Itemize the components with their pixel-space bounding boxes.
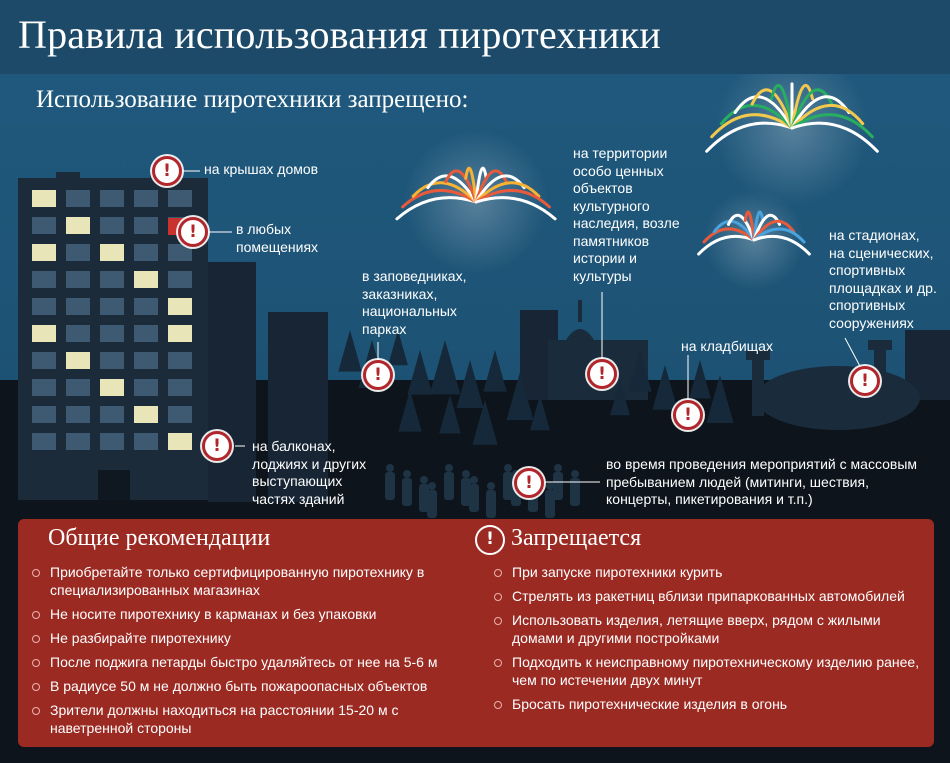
firework-icon [397,130,555,274]
building-window [100,433,124,450]
label-rooms: в любых помещениях [236,221,319,255]
building-window [100,190,124,207]
building-window [32,244,56,261]
building-window [168,379,192,396]
building-window [66,433,90,450]
building-window [168,190,192,207]
building-window [134,352,158,369]
crowd-person-head [420,476,428,484]
crowd-person-head [445,464,453,472]
warning-icon [363,360,393,390]
title-bar [0,0,950,74]
crowd-person-body [385,472,395,500]
list-item: Подходить к неисправному пиротехническому изделию ранее, чем по истечении двух минут [494,653,924,689]
page-title: Правила использования пиротехники [18,12,662,57]
label-roofs: на крышах домов [204,161,319,177]
building-window [66,271,90,288]
building-window [66,244,90,261]
tree [407,350,432,395]
crowd-person-head [504,464,512,472]
list-item: Не носите пиротехнику в карманах и без упаковки [32,605,450,623]
crowd-person-head [571,470,579,478]
warning-icon [850,366,880,396]
building-window [100,352,124,369]
list-item: Использовать изделия, летящие вверх, рядом с жилыми домами и другими постройками [494,611,924,647]
prohibited-list [494,563,924,719]
building-window [100,406,124,423]
building-window [100,379,124,396]
building-window [168,433,192,450]
building-window [66,352,90,369]
building-window [134,244,158,261]
building-window [32,379,56,396]
building-window [32,217,56,234]
building-window [32,406,56,423]
building-window [66,190,90,207]
list-item: Стрелять из ракетниц вблизи припаркованных автомобилей [494,587,924,605]
building-window [66,406,90,423]
building-window [32,325,56,342]
recommendations-title: Общие рекомендации [48,525,271,551]
building-window [134,379,158,396]
crowd-person-body [553,472,563,500]
warning-icon [587,359,617,389]
building-window [134,217,158,234]
warning-icon [514,468,544,498]
building-window [100,271,124,288]
building-window [32,190,56,207]
list-item: В радиусе 50 м не должно быть пожароопасных объектов [32,677,450,695]
label-heritage: на территории особо ценных объектов культурного наследия, возле памятников истории и культуры [573,145,680,284]
building-window [168,298,192,315]
building-window [168,352,192,369]
prohibited-title: Запрещается [511,525,642,551]
crowd-person-head [554,464,562,472]
crowd-person-head [403,470,411,478]
building-window [32,271,56,288]
tree [338,330,361,372]
building-window [32,352,56,369]
building-window [134,298,158,315]
label-cemeteries: на кладбищах [681,338,773,354]
building-window [168,271,192,288]
building-window [100,217,124,234]
rules-panel [18,519,934,747]
recommendations-list [32,563,450,743]
warning-icon [152,156,182,186]
building-window [134,271,158,288]
building-window [100,325,124,342]
label-reserves: в заповедниках, заказниках, национальных парках [362,268,467,337]
building-window [66,379,90,396]
building-window [134,406,158,423]
list-item: Не разбирайте пиротехнику [32,629,450,647]
crowd-person-body [402,478,412,506]
building-window [66,325,90,342]
crowd-person-head [428,482,436,490]
building-window [168,406,192,423]
building-window [168,325,192,342]
building-icon [18,172,208,500]
crowd-person-body [444,472,454,500]
crowd-person-head [462,470,470,478]
crowd-person-body [486,490,496,518]
warning-icon [202,431,232,461]
label-events: во время проведения мероприятий с массовым пребыванием людей (митинги, шествия, концерты, пикетирования и т.п.) [606,456,918,507]
label-stadiums: на стадионах, на сценических, спортивных площадках и др. спортивных сооружениях [829,227,937,331]
building-window [32,433,56,450]
warning-icon [178,217,208,247]
building-window [100,244,124,261]
crowd-person-head [546,482,554,490]
building-window [66,217,90,234]
list-item: После поджига петарды быстро удаляйтесь от нее на 5-6 м [32,653,450,671]
building-window [66,298,90,315]
label-balconies: на балконах, лоджиях и других выступающих частях зданий [252,438,367,507]
crowd-person-body [469,484,479,512]
building-window [134,190,158,207]
warning-icon [673,400,703,430]
list-item: Зрители должны находиться на расстоянии 15-20 м с наветренной стороны [32,701,450,737]
crowd-person-head [487,482,495,490]
building-window [134,325,158,342]
warning-icon [475,525,505,555]
crowd-person-head [470,476,478,484]
building-window [100,298,124,315]
tree [689,360,711,398]
tree [483,350,506,392]
list-item: При запуске пиротехники курить [494,563,924,581]
building-window [134,433,158,450]
list-item: Приобретайте только сертифицированную пиротехнику в специализированных магазинах [32,563,450,599]
crowd-person-head [386,464,394,472]
building-window [32,298,56,315]
list-item: Бросать пиротехнические изделия в огонь [494,695,924,713]
crowd-person-body [427,490,437,518]
page-subtitle: Использование пиротехники запрещено: [36,86,469,113]
tree [430,340,461,394]
